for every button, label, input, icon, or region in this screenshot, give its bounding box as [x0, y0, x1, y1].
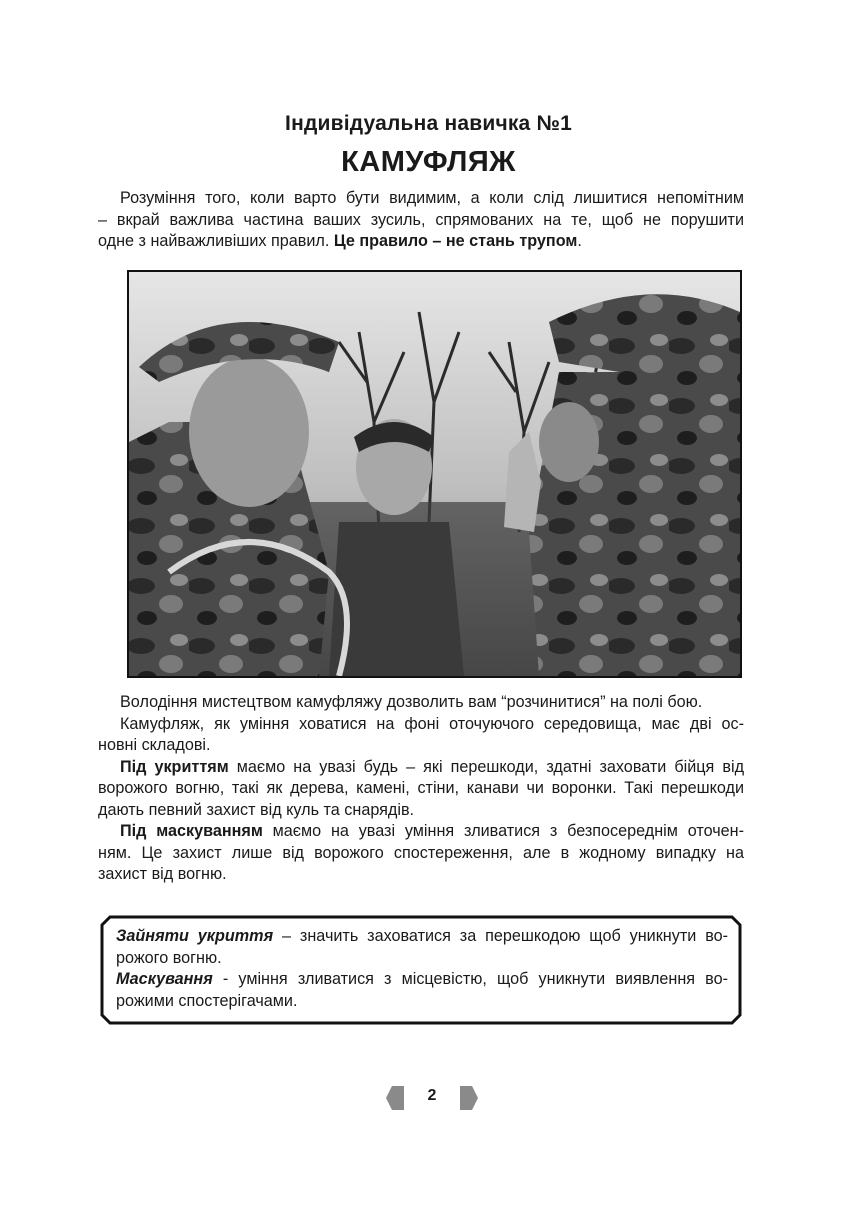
- body-line: Камуфляж, як уміння ховатися на фоні оточуючого середовища, має дві ос-: [120, 714, 744, 733]
- definition-term: Зайняти укриття: [116, 927, 274, 945]
- callout-text: [116, 926, 728, 1012]
- cover-term: Під укриттям: [120, 757, 229, 776]
- intro-line: одне з найважливіших правил. Це правило – не стань трупом.: [98, 232, 582, 250]
- callout-line: Зайняти укриття – значить заховатися за перешкодою щоб уникнути во-: [116, 927, 729, 945]
- callout-line: рожого вогню.: [116, 948, 222, 967]
- rule-emphasis: Це правило – не стань трупом: [333, 232, 578, 250]
- callout-line: Маскування - уміння зливатися з місцевістю, щоб уникнути виявлення во-: [116, 970, 728, 988]
- callout-line: рожими спостерігачами.: [116, 991, 298, 1010]
- camouflage-term: Під маскуванням: [120, 822, 263, 840]
- body-text: [98, 692, 744, 886]
- section-subtitle: Індивідуальна навичка №1: [285, 112, 572, 135]
- body-line: новні складові.: [98, 736, 211, 754]
- body-line: захист від вогню.: [98, 865, 227, 883]
- intro-paragraph: [98, 188, 744, 253]
- page-number: 2: [427, 1087, 437, 1104]
- body-line: ням. Це захист лише від ворожого спостереження, але в жодному випадку на: [98, 843, 744, 862]
- body-line: дають певний захист від куль та снарядів.: [98, 800, 415, 819]
- next-page-icon[interactable]: [460, 1086, 478, 1110]
- body-line: Під укриттям маємо на увазі будь – які перешкоди, здатні заховати бійця від: [120, 757, 745, 776]
- definition-term: Маскування: [116, 970, 213, 988]
- body-line: Під маскуванням маємо на увазі уміння зливатися з безпосереднім оточен-: [120, 822, 744, 840]
- page-footer: [384, 1086, 480, 1110]
- intro-line: Розуміння того, коли варто бути видимим, а коли слід лишитися непомітним: [120, 189, 744, 207]
- body-line: Володіння мистецтвом камуфляжу дозволить вам “розчинитися” на полі бою.: [120, 693, 703, 711]
- body-line: ворожого вогню, такі як дерева, камені, стіни, канави чи воронки. Такі перешкоди: [98, 779, 744, 797]
- soldiers-camouflage-photo: [127, 270, 742, 678]
- definitions-callout: [100, 915, 742, 1025]
- page-title: КАМУФЛЯЖ: [341, 146, 516, 178]
- intro-line: – вкрай важлива частина ваших зусиль, спрямованих на те, щоб не порушити: [98, 210, 744, 229]
